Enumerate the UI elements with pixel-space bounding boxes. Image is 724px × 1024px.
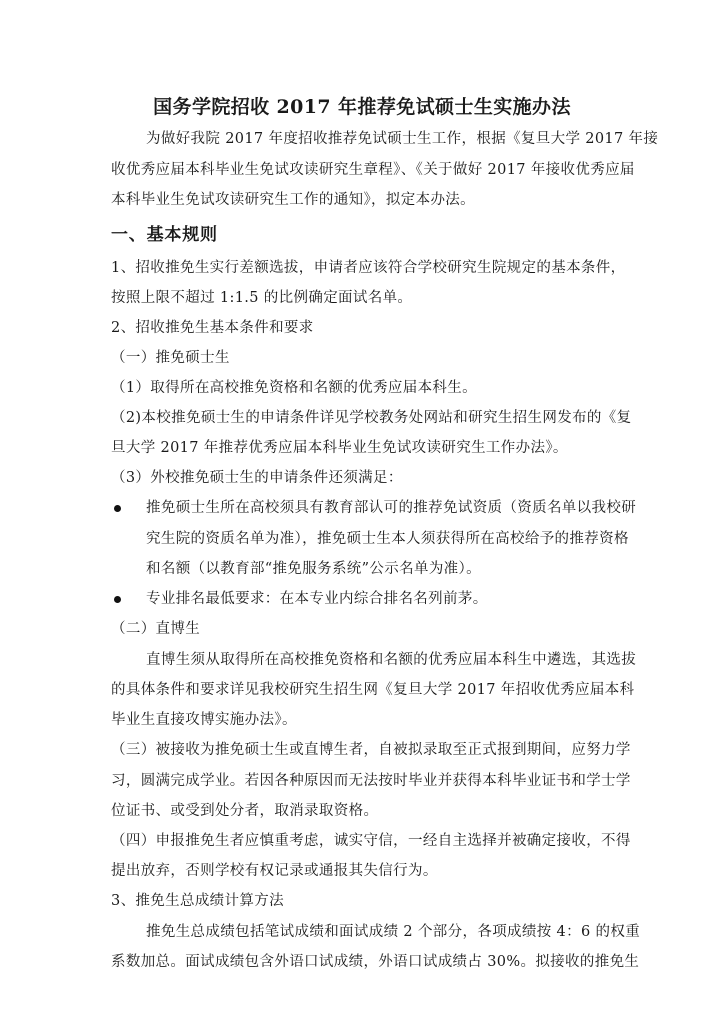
rule-1-line: 按照上限不超过 1:1.5 的比例确定面试名单。 [111,290,413,306]
rule-3-heading: 3、推免生总成绩计算方法 [111,893,284,909]
sub-3-line: 位证书、或受到处分者，取消录取资格。 [111,803,379,819]
item-2-line: （2)本校推免硕士生的申请条件详见学校教务处网站和研究生招生网发布的《复 [111,410,632,426]
rule-3-line: 系数加总。面试成绩包含外语口试成绩，外语口试成绩占 30%。拟接收的推免生 [111,954,640,970]
sub-3-line: 习，圆满完成学业。若因各种原因而无法按时毕业并获得本科毕业证书和学士学 [111,773,631,789]
rule-2-heading: 2、招收推免生基本条件和要求 [111,320,314,336]
bullet-2: 专业排名最低要求：在本专业内综合排名名列前茅。 [146,591,488,607]
bullet-1-line: 和名额（以教育部“推免服务系统”公示名单为准）。 [146,561,481,577]
rule-1-line: 1、招收推免生实行差额选拔，申请者应该符合学校研究生院规定的基本条件， [111,260,626,276]
subsection-heading: （一）推免硕士生 [111,350,230,366]
sub-2-line: 毕业生直接攻博实施办法》。 [111,712,297,728]
section-heading: 一、基本规则 [111,225,218,245]
item-3: （3）外校推免硕士生的申请条件还须满足： [111,470,403,486]
sub-2-line: 的具体条件和要求详见我校研究生招生网《复旦大学 2017 年招收优秀应届本科 [111,682,635,698]
rule-3-line: 推免生总成绩包括笔试成绩和面试成绩 2 个部分，各项成绩按 4：6 的权重 [146,924,641,940]
subsection-heading: （二）直博生 [111,621,201,637]
sub-4-line: （四）申报推免生者应慎重考虑，诚实守信，一经自主选择并被确定接收，不得 [111,833,631,849]
document-title: 国务学院招收 2017 年推荐免试硕士生实施办法 [153,96,571,118]
bullet-1-line: 推免硕士生所在高校须具有教育部认可的推荐免试资质（资质名单以我校研 [146,500,637,516]
item-2-line: 旦大学 2017 年推荐优秀应届本科毕业生免试攻读研究生工作办法》。 [111,440,568,456]
bullet-icon [114,505,121,512]
sub-2-line: 直博生须从取得所在高校推免资格和名额的优秀应届本科生中遴选，其选拔 [146,652,637,668]
intro-line: 收优秀应届本科毕业生免试攻读研究生章程》、《关于做好 2017 年接收优秀应届 [111,162,635,178]
intro-line: 本科毕业生免试攻读研究生工作的通知》，拟定本办法。 [111,192,475,208]
sub-4-line: 提出放弃，否则学校有权记录或通报其失信行为。 [111,863,438,879]
bullet-icon [114,596,121,603]
intro-line: 为做好我院 2017 年度招收推荐免试硕士生工作，根据《复旦大学 2017 年接 [146,131,659,147]
item-1: （1）取得所在高校推免资格和名额的优秀应届本科生。 [111,380,477,396]
sub-3-line: （三）被接收为推免硕士生或直博生者，自被拟录取至正式报到期间，应努力学 [111,742,631,758]
bullet-1-line: 究生院的资质名单为准），推免硕士生本人须获得所在高校给予的推荐资格 [146,531,629,547]
